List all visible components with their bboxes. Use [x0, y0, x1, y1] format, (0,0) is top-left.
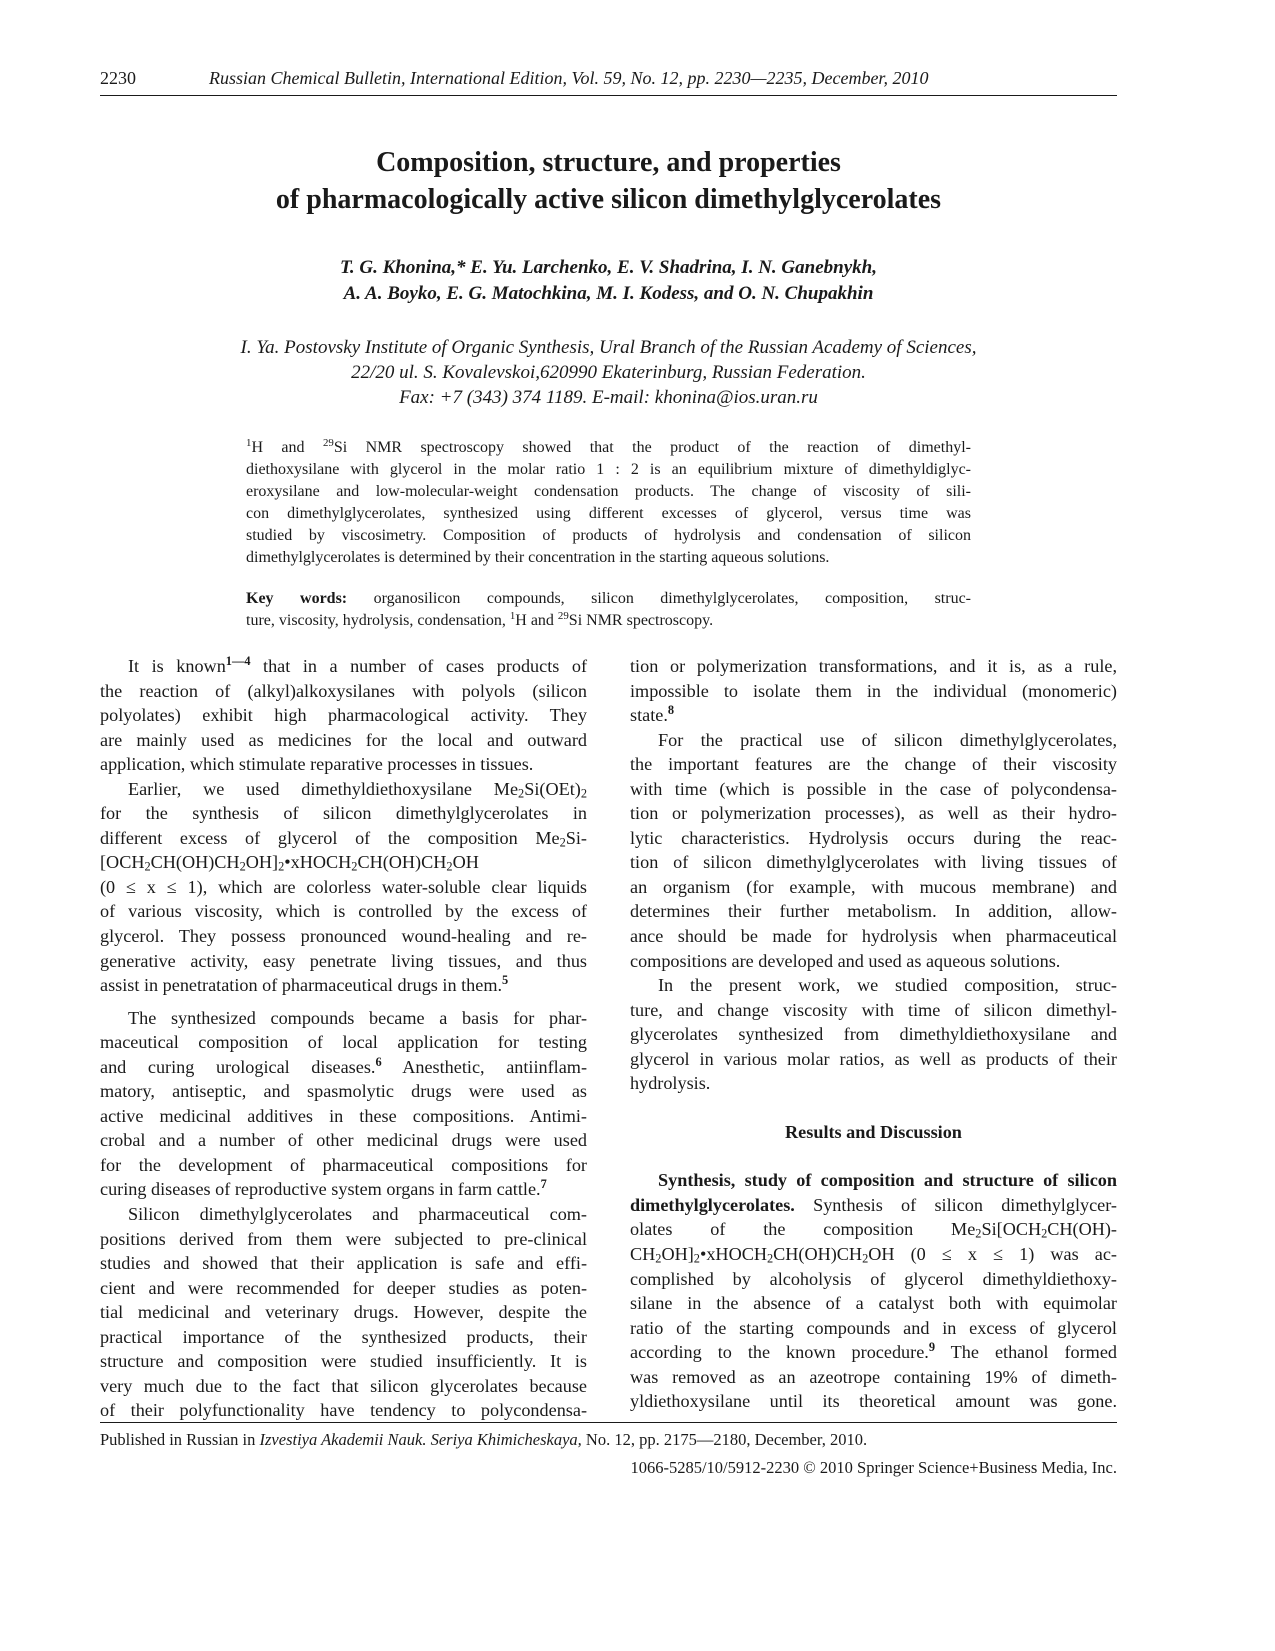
body-column-right: [630, 654, 1117, 1414]
text-line: determines their further metabolism. In addition, allow-: [630, 901, 1117, 922]
text-line: lytic characteristics. Hydrolysis occurs during the reac-: [630, 827, 1117, 848]
keywords: [246, 588, 971, 632]
russian-journal-name: Izvestiya Akademii Nauk. Seriya Khimicheskaya,: [259, 1430, 582, 1449]
affiliation-line-2: 22/20 ul. S. Kovalevskoi,620990 Ekaterinburg, Russian Federation.: [351, 362, 866, 383]
text-line: ture, and change viscosity with time of silicon dimethyl-: [630, 999, 1117, 1020]
text-line: the reaction of (alkyl)alkoxysilanes with polyols (silicon: [100, 680, 587, 701]
text-line: compositions are developed and used as aqueous solutions.: [630, 950, 1061, 971]
keywords-line: Key words: organosilicon compounds, silicon dimethylglycerolates, composition, struc-: [246, 590, 971, 607]
text-line: an organism (for example, with mucous membrane) and: [630, 876, 1117, 897]
text-line: was removed as an azeotrope containing 19% of dimeth-: [630, 1366, 1117, 1387]
header-rule: [100, 95, 1117, 96]
text-line: For the practical use of silicon dimethylglycerolates,: [658, 729, 1117, 750]
text-line: assist in penetratation of pharmaceutical drugs in them.$^5$: [100, 973, 509, 996]
text-line: Earlier, we used dimethyldiethoxysilane $Me_2Si(OEt)_2$: [128, 778, 587, 801]
abstract-line: studied by viscosimetry. Composition of products of hydrolysis and condensation of silicon: [246, 527, 971, 544]
title-line-2: of pharmacologically active silicon dimethylglycerolates: [275, 184, 942, 215]
abstract: [246, 437, 971, 569]
text-line: positions derived from them were subjected to pre-clinical: [100, 1228, 587, 1249]
text-line: polyolates) exhibit high pharmacological activity. They: [100, 705, 587, 726]
body-column-left: [100, 654, 587, 1423]
affiliation-contact: Fax: +7 (343) 374 1189. E-mail: khonina@ios.uran.ru: [399, 387, 818, 408]
text-line: structure and composition were studied insufficiently. It is: [100, 1351, 587, 1372]
abstract-line: $^1$H and $^{29}$Si NMR spectroscopy showed that the product of the reaction of dimethyl-: [246, 437, 972, 456]
authors-line-2: A. A. Boyko, E. G. Matochkina, M. I. Kodess, and O. N. Chupakhin: [343, 283, 874, 304]
journal-citation: Russian Chemical Bulletin, International Edition, Vol. 59, No. 12, pp. 2230—2235, December, 2010: [209, 68, 929, 88]
text-line: hydrolysis.: [630, 1073, 711, 1094]
author-list: [100, 255, 1117, 307]
copyright-line: 1066-5285/10/5912-2230 © 2010 Springer Science+Business Media, Inc.: [630, 1458, 1117, 1477]
text-line: of various viscosity, which is controlled by the excess of: [100, 901, 587, 922]
abstract-line: diethoxysilane with glycerol in the molar ratio 1 : 2 is an equilibrium mixture of dimethyldiglyc-: [246, 461, 971, 478]
section-heading: Results and Discussion: [785, 1121, 962, 1142]
text-line: active medicinal additives in these compositions. Antimi-: [100, 1105, 587, 1126]
text-line: silane in the absence of a catalyst both with equimolar: [630, 1293, 1117, 1314]
text-line: It is known$^{1—4}$ that in a number of cases products of: [128, 654, 588, 676]
text-line: of their polyfunctionality have tendency to polycondensa-: [100, 1400, 587, 1421]
text-line: ance should be made for hydrolysis when pharmaceutical: [630, 926, 1117, 947]
text-line: with time (which is possible in the case of polycondensa-: [630, 778, 1117, 799]
text-line: generative activity, easy penetrate living tissues, and thus: [100, 950, 587, 971]
formula-line: $[OCH_2CH(OH)CH_2OH]_2•xHOCH_2CH(OH)CH_2OH$: [100, 852, 479, 874]
text-line: practical importance of the synthesized products, their: [100, 1326, 587, 1347]
text-line: ratio of the starting compounds and in excess of glycerol: [630, 1317, 1117, 1338]
text-line: tial medicinal and veterinary drugs. However, despite the: [100, 1302, 587, 1323]
text-line: glycerol in various molar ratios, as well as products of their: [630, 1048, 1117, 1069]
text-line: In the present work, we studied composition, struc-: [658, 975, 1117, 996]
text-line: and curing urological diseases.$^6$ Anesthetic, antiinflam-: [100, 1054, 587, 1077]
text-line: cient and were recommended for deeper studies as poten-: [100, 1277, 587, 1298]
article-title: [100, 144, 1117, 218]
text-line: different excess of glycerol of the composition $Me_2Si-$: [100, 827, 587, 850]
text-line: are mainly used as medicines for the local and outward: [100, 729, 587, 750]
text-line: according to the known procedure.$^9$ The ethanol formed: [630, 1340, 1117, 1363]
abstract-line: eroxysilane and low-molecular-weight condensation products. The change of viscosity of sili-: [246, 483, 971, 500]
abstract-line: dimethylglycerolates is determined by their concentration in the starting aqueous solutions.: [246, 549, 830, 566]
text-line: application, which stimulate reparative processes in tissues.: [100, 754, 534, 775]
text-line: The synthesized compounds became a basis for phar-: [128, 1007, 587, 1028]
page-number: 2230: [100, 68, 136, 88]
text-line: for the synthesis of silicon dimethylglycerolates in: [100, 803, 587, 824]
text-line: tion of silicon dimethylglycerolates with living tissues of: [630, 852, 1117, 873]
title-line-1: Composition, structure, and properties: [376, 147, 841, 178]
text-line: impossible to isolate them in the individual (monomeric): [630, 680, 1117, 701]
text-line: curing diseases of reproductive system organs in farm cattle.$^7$: [100, 1177, 547, 1200]
text-line: Silicon dimethylglycerolates and pharmaceutical com-: [128, 1204, 587, 1225]
text-line: dimethylglycerolates. Synthesis of silicon dimethylglycer-: [630, 1194, 1117, 1215]
keywords-line: ture, viscosity, hydrolysis, condensation, $^1$H and $^{29}$Si NMR spectroscopy.: [246, 610, 714, 629]
text-line: (0 ≤ x ≤ 1), which are colorless water-soluble clear liquids: [100, 876, 587, 897]
text-line: tion or polymerization processes), as well as their hydro-: [630, 803, 1117, 824]
formula-line: olates of the composition $Me_2Si[OCH_2CH(OH)-$: [630, 1219, 1117, 1241]
text-line: the important features are the change of their viscosity: [630, 754, 1117, 775]
text-line: glycerolates synthesized from dimethyldiethoxysilane and: [630, 1024, 1117, 1045]
text-line: tion or polymerization transformations, and it is, as a rule,: [630, 656, 1117, 676]
abstract-line: con dimethylglycerolates, synthesized using different excesses of glycerol, versus time was: [246, 505, 971, 522]
text-line: state.$^8$: [630, 703, 675, 726]
affiliation-line-1: I. Ya. Postovsky Institute of Organic Synthesis, Ural Branch of the Russian Academy of Sciences,: [240, 337, 977, 358]
publication-note: Published in Russian in Izvestiya Akademii Nauk. Seriya Khimicheskaya, No. 12, pp. 2175—2180, December, 2010.: [100, 1430, 868, 1449]
subsection-heading: Synthesis, study of composition and structure of silicon: [658, 1170, 1117, 1191]
footer-rule: [100, 1422, 1117, 1423]
authors-line-1: T. G. Khonina,* E. Yu. Larchenko, E. V. Shadrina, I. N. Ganebnykh,: [340, 257, 877, 278]
text-line: very much due to the fact that silicon glycerolates because: [100, 1375, 587, 1396]
text-line: glycerol. They possess pronounced wound-healing and re-: [100, 926, 587, 947]
text-line: crobal and a number of other medicinal drugs were used: [100, 1130, 587, 1151]
affiliation: [100, 335, 1117, 410]
text-line: studies and showed that their application is safe and effi-: [100, 1253, 587, 1274]
text-line: maceutical composition of local application for testing: [100, 1032, 587, 1053]
keywords-label: Key words:: [246, 590, 348, 607]
text-line: complished by alcoholysis of glycerol dimethyldiethoxy-: [630, 1268, 1117, 1289]
formula-line: $CH_2OH]_2•xHOCH_2CH(OH)CH_2OH$ (0 ≤ x ≤ 1) was ac-: [630, 1244, 1117, 1266]
text-line: for the development of pharmaceutical compositions for: [100, 1154, 587, 1175]
text-line: matory, antiseptic, and spasmolytic drugs were used as: [100, 1081, 587, 1102]
text-line: yldiethoxysilane until its theoretical amount was gone.: [630, 1391, 1117, 1412]
